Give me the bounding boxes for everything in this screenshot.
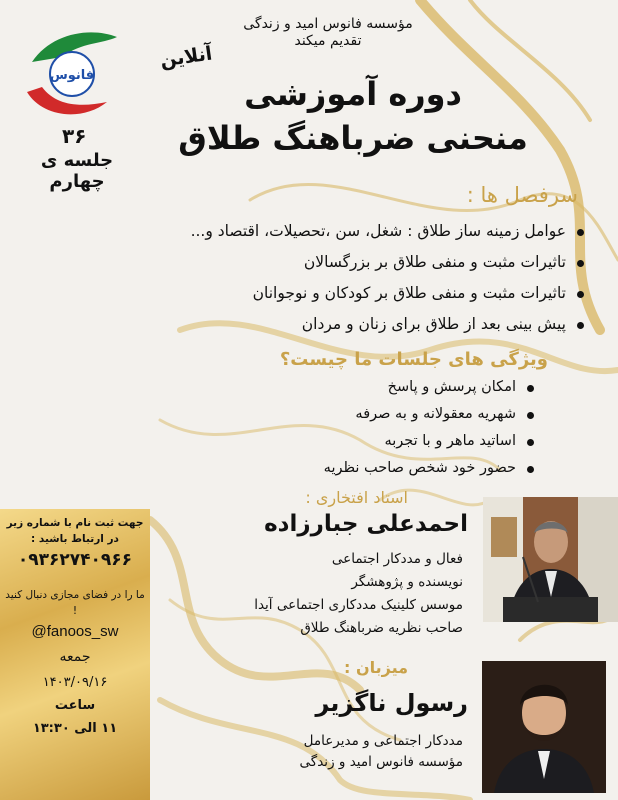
org-line	[188, 16, 468, 50]
host-role: مؤسسه فانوس امید و زندگی	[299, 754, 463, 770]
host-role: مددکار اجتماعی و مدیرعامل	[303, 733, 463, 749]
syllabus-heading: سرفصل ها :	[466, 183, 578, 207]
instructor-role: فعال و مددکار اجتماعی	[331, 551, 463, 567]
instructor-role: صاحب نظریه ضرباهنگ طلاق	[300, 620, 463, 636]
syllabus-list	[46, 216, 588, 340]
syllabus-item: پیش بینی بعد از طلاق برای زنان و مردان	[46, 309, 566, 340]
instructor-role: نویسنده و پژوهشگر	[351, 574, 463, 590]
course-title-line1: دوره آموزشی	[244, 75, 462, 113]
syllabus-item: عوامل زمینه ساز طلاق : شغل، سن ،تحصیلات، اقتصاد و...	[46, 216, 566, 247]
host-heading: میزبان :	[343, 658, 408, 677]
time-label: ساعت	[54, 698, 96, 713]
course-title-line2: منحنی ضرباهنگ طلاق	[178, 119, 528, 157]
feature-item: حضور خود شخص صاحب نظریه	[196, 455, 516, 482]
host-name: رسول ناگزیر	[315, 689, 468, 717]
phone-number[interactable]: ۰۹۳۶۲۷۴۰۹۶۶	[17, 550, 133, 570]
feature-item: امکان پرسش و پاسخ	[196, 374, 516, 401]
features-heading: ویژگی های جلسات ما چیست؟	[279, 349, 548, 370]
follow-text: ما را در فضای مجازی دنبال کنید !	[5, 589, 145, 617]
logo-wordmark: فانوس	[49, 68, 95, 83]
instructor-heading: استاد افتخاری :	[305, 488, 408, 507]
time-range: ۱۱ الی ۱۳:۳۰	[32, 721, 118, 736]
instructor-role: موسس کلینیک مددکاری اجتماعی آیدا	[254, 597, 463, 613]
instructor-roles	[163, 548, 463, 640]
instructor-photo	[483, 497, 618, 622]
session-number: ۳۶	[62, 124, 87, 148]
host-photo	[482, 661, 606, 793]
register-text: جهت ثبت نام با شماره زیر در ارتباط باشید :	[6, 517, 144, 545]
host-roles	[183, 731, 463, 773]
session-label: جلسه ی چهارم	[40, 150, 114, 192]
feature-item: شهریه معقولانه و به صرفه	[196, 401, 516, 428]
day-label: جمعه	[59, 649, 91, 665]
online-badge: آنلاین	[158, 42, 214, 72]
org-name: مؤسسه فانوس امید و زندگی	[243, 16, 413, 32]
feature-item: اساتید ماهر و با تجربه	[196, 428, 516, 455]
date-label: ۱۴۰۳/۰۹/۱۶	[42, 675, 108, 690]
instructor-name: احمدعلی جبارزاده	[264, 511, 468, 537]
features-list	[196, 374, 538, 482]
presents-text: تقدیم میکند	[294, 33, 362, 49]
fanoos-logo	[22, 22, 122, 122]
contact-panel	[0, 509, 150, 800]
social-handle[interactable]: @fanoos_sw	[31, 623, 119, 640]
course-title	[163, 72, 543, 160]
syllabus-item: تاثیرات مثبت و منفی طلاق بر کودکان و نوجوانان	[46, 278, 566, 309]
syllabus-item: تاثیرات مثبت و منفی طلاق بر بزرگسالان	[46, 247, 566, 278]
